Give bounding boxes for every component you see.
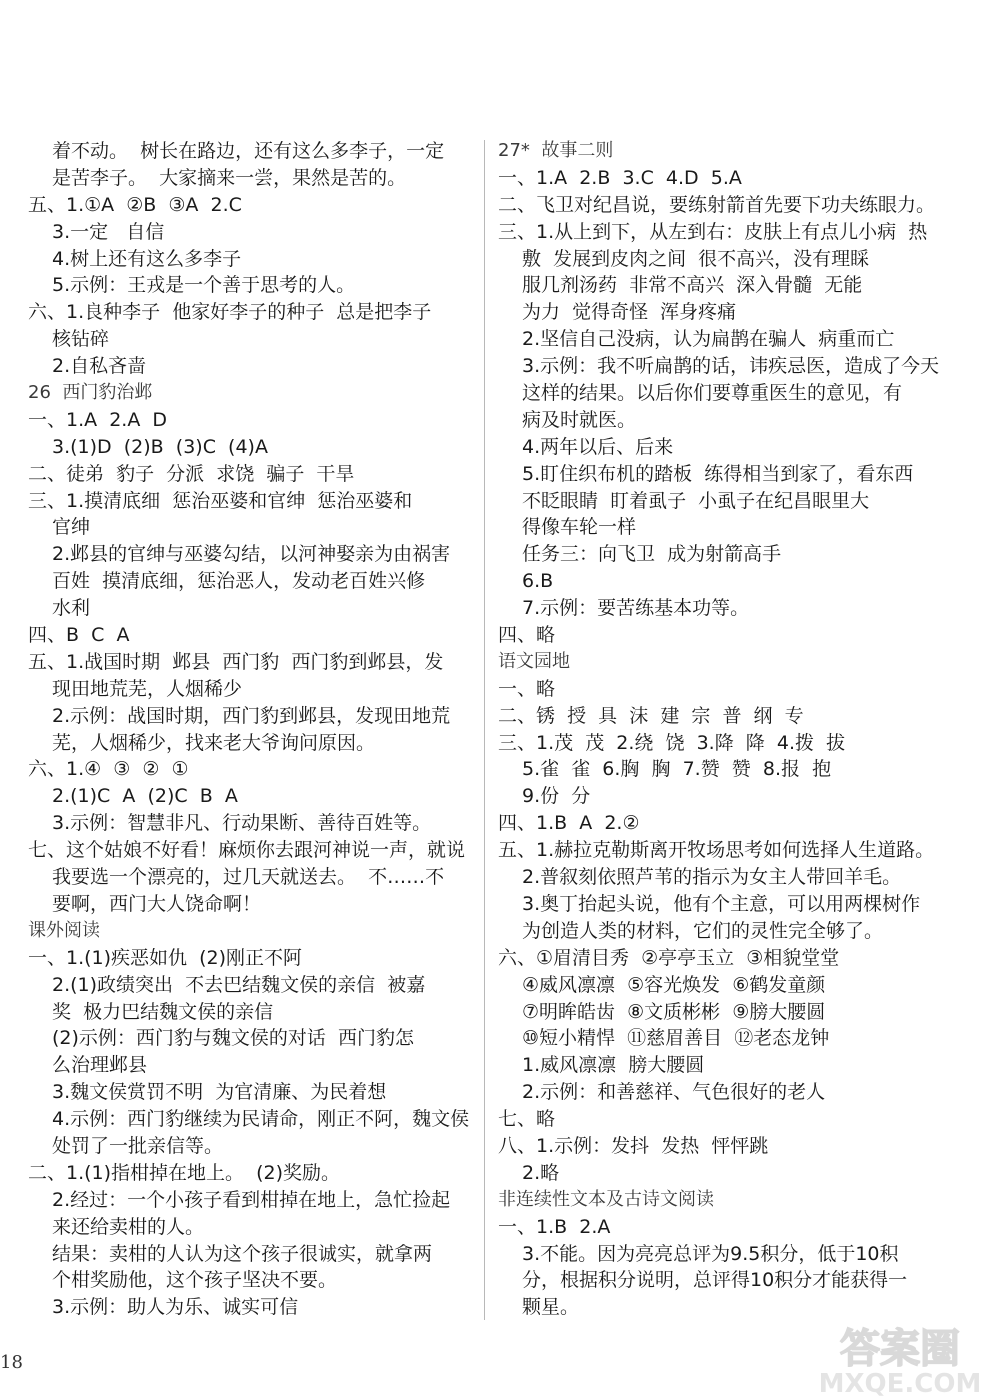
answer-line: 2.普叙刻依照芦苇的指示为女主人带回羊毛。: [522, 866, 902, 889]
answer-line: 3.不能。因为亮亮总评为9.5积分，低于10积: [522, 1242, 899, 1265]
answer-line: 3.奥丁抬起头说，他有个主意，可以用两棵树作: [522, 892, 921, 915]
answer-line: 四、略: [498, 624, 556, 647]
answer-line: ⑩短小精悍 ⑪慈眉善目 ⑫老态龙钟: [522, 1027, 830, 1050]
answer-line: 五、1.战国时期 邺县 西门豹 西门豹到邺县，发: [28, 650, 444, 673]
answer-line: 二、1.(1)指柑掉在地上。 (2)奖励。: [28, 1161, 341, 1184]
section-heading: 语文园地: [498, 650, 570, 672]
answer-line: 4.树上还有这么多李子: [52, 247, 242, 270]
answer-line: 八、1.示例：发抖 发热 怦怦跳: [498, 1134, 769, 1157]
answer-line: 2.(1)政绩突出 不去巴结魏文侯的亲信 被嘉: [52, 973, 426, 996]
answer-line: 2.(1)C A (2)C B A: [52, 785, 238, 808]
answer-line: 处罚了一批亲信等。: [52, 1134, 224, 1157]
answer-line: 水利: [52, 597, 91, 620]
answer-line: 为力 觉得奇怪 浑身疼痛: [522, 301, 737, 324]
answer-line: 三、1.摸清底细 惩治巫婆和官绅 惩治巫婆和: [28, 489, 413, 512]
answer-line: ⑦明眸皓齿 ⑧文质彬彬 ⑨膀大腰圆: [522, 1000, 826, 1023]
answer-line: 1.威风凛凛 膀大腰圆: [522, 1054, 705, 1077]
answer-line: 七、这个姑娘不好看！麻烦你去跟河神说一声，就说: [28, 839, 466, 862]
answer-line: 一、1.B 2.A: [498, 1215, 611, 1238]
answer-line: 三、1.从上到下，从左到右：皮肤上有点儿小病 热: [498, 220, 928, 243]
answer-line: 一、1.A 2.A D: [28, 408, 168, 431]
answer-line: 奖 极力巴结魏文侯的亲信: [52, 1000, 274, 1023]
answer-line: 2.邺县的官绅与巫婆勾结，以河神娶亲为由祸害: [52, 543, 451, 566]
answer-line: 六、1.良种李子 他家好李子的种子 总是把李子: [28, 301, 432, 324]
answer-line: 得像车轮一样: [522, 516, 637, 539]
answer-line: 二、徒弟 豹子 分派 求饶 骗子 干旱: [28, 462, 355, 485]
answer-line: 4.两年以后、后来: [522, 435, 674, 458]
right-column: [498, 138, 968, 1321]
answer-line: 五、1.赫拉克勒斯离开牧场思考如何选择人生道路。: [498, 839, 935, 862]
answer-line: 为创造人类的材料，它们的灵性完全够了。: [522, 919, 884, 942]
answer-line: 5.示例：王戎是一个善于思考的人。: [52, 274, 356, 297]
answer-line: 着不动。 树长在路边，还有这么多李子，一定: [52, 140, 445, 162]
answer-line: 颗星。: [522, 1296, 580, 1319]
answer-line: 一、1.A 2.B 3.C 4.D 5.A: [498, 166, 742, 189]
answer-line: 2.示例：和善慈祥、气色很好的老人: [522, 1081, 826, 1104]
answer-line: 3.示例：我不听扁鹊的话，讳疾忌医，造成了今天: [522, 355, 940, 378]
answer-line: 要啊，西门大人饶命啊！: [52, 892, 262, 915]
answer-line: 我要选一个漂亮的，过几天就送去。 不……不: [52, 866, 445, 889]
section-heading: 26 西门豹治邺: [28, 382, 153, 404]
page-number: 18: [0, 1352, 23, 1373]
answer-line: 9.份 分: [522, 785, 591, 808]
answer-line: 二、锈 授 具 沫 建 宗 普 纲 专: [498, 704, 804, 727]
answer-line: 任务三：向飞卫 成为射箭高手: [522, 543, 782, 566]
answer-line: 2.自私吝啬: [52, 355, 147, 378]
answer-line: 是苦李子。 大家摘来一尝，果然是苦的。: [52, 166, 407, 189]
answer-line: 2.经过：一个小孩子看到柑掉在地上，急忙捡起: [52, 1188, 451, 1211]
answer-line: 这样的结果。以后你们要尊重医生的意见，有: [522, 382, 903, 405]
answer-line: 芜，人烟稀少，找来老大爷询问原因。: [52, 731, 376, 754]
answer-line: 六、①眉清目秀 ②亭亭玉立 ③相貌堂堂: [498, 946, 840, 969]
answer-line: 病及时就医。: [522, 408, 637, 431]
answer-line: 五、1.①A ②B ③A 2.C: [28, 193, 242, 216]
answer-line: 7.示例：要苦练基本功等。: [522, 597, 750, 620]
answer-line: 二、飞卫对纪昌说，要练射箭首先要下功夫练眼力。: [498, 193, 936, 216]
section-heading: 27* 故事二则: [498, 140, 614, 161]
watermark-logo: [806, 1318, 994, 1398]
answer-line: 不眨眼睛 盯着虱子 小虱子在纪昌眼里大: [522, 489, 870, 512]
section-heading: 课外阅读: [28, 919, 100, 941]
answer-line: 核钻碎: [52, 328, 110, 351]
answer-line: 六、1.④ ③ ② ①: [28, 758, 189, 781]
answer-line: 七、略: [498, 1108, 556, 1131]
answer-line: 一、略: [498, 677, 556, 700]
answer-line: 2.坚信自己没病，认为扁鹊在骗人 病重而亡: [522, 328, 895, 351]
answer-line: 四、B C A: [28, 624, 130, 647]
answer-line: 来还给卖柑的人。: [52, 1215, 205, 1238]
answer-line: 现田地荒芜，人烟稀少: [52, 677, 243, 700]
answer-line: 敷 发展到皮肉之间 很不高兴，没有理睬: [522, 247, 870, 270]
column-divider: [484, 140, 485, 1320]
answer-line: 个柑奖励他，这个孩子坚决不要。: [52, 1269, 338, 1292]
watermark-logo-text: 答案圈: [840, 1326, 960, 1372]
answer-line: 结果：卖柑的人认为这个孩子很诚实，就拿两: [52, 1242, 433, 1265]
answer-line: 3.示例：智慧非凡、行动果断、善待百姓等。: [52, 812, 432, 835]
answer-line: 2.示例：战国时期，西门豹到邺县，发现田地荒: [52, 704, 451, 727]
answer-line: 6.B: [522, 570, 554, 593]
left-column: [28, 138, 473, 1321]
answer-line: 分，根据积分说明，总评得10积分才能获得一: [522, 1269, 908, 1292]
answer-line: ④威风凛凛 ⑤容光焕发 ⑥鹤发童颜: [522, 973, 826, 996]
answer-line: 3.魏文侯赏罚不明 为官清廉、为民着想: [52, 1081, 387, 1104]
answer-line: 三、1.茂 茂 2.绕 饶 3.降 降 4.拨 拔: [498, 731, 846, 754]
answer-line: 3.示例：助人为乐、诚实可信: [52, 1296, 299, 1319]
section-heading: 非连续性文本及古诗文阅读: [498, 1188, 714, 1210]
answer-line: 5.雀 雀 6.胸 胸 7.赞 赞 8.报 抱: [522, 758, 832, 781]
answer-line: (2)示例：西门豹与魏文侯的对话 西门豹怎: [52, 1027, 414, 1050]
answer-line: 3.一定 自信: [52, 220, 165, 243]
watermark-site: MXQE.COM: [818, 1369, 982, 1398]
answer-line: 四、1.B A 2.②: [498, 812, 640, 835]
answer-line: 服几剂汤药 非常不高兴 深入骨髓 无能: [522, 274, 863, 297]
answer-line: 4.示例：西门豹继续为民请命，刚正不阿，魏文侯: [52, 1108, 470, 1131]
answer-line: 2.略: [522, 1161, 560, 1184]
answer-line: 3.(1)D (2)B (3)C (4)A: [52, 435, 268, 458]
answer-line: 5.盯住织布机的踏板 练得相当到家了，看东西: [522, 462, 914, 485]
answer-line: 一、1.(1)疾恶如仇 (2)刚正不阿: [28, 946, 303, 969]
answer-line: 么治理邺县: [52, 1054, 148, 1077]
answer-line: 百姓 摸清底细，惩治恶人，发动老百姓兴修: [52, 570, 426, 593]
answer-line: 官绅: [52, 516, 91, 539]
